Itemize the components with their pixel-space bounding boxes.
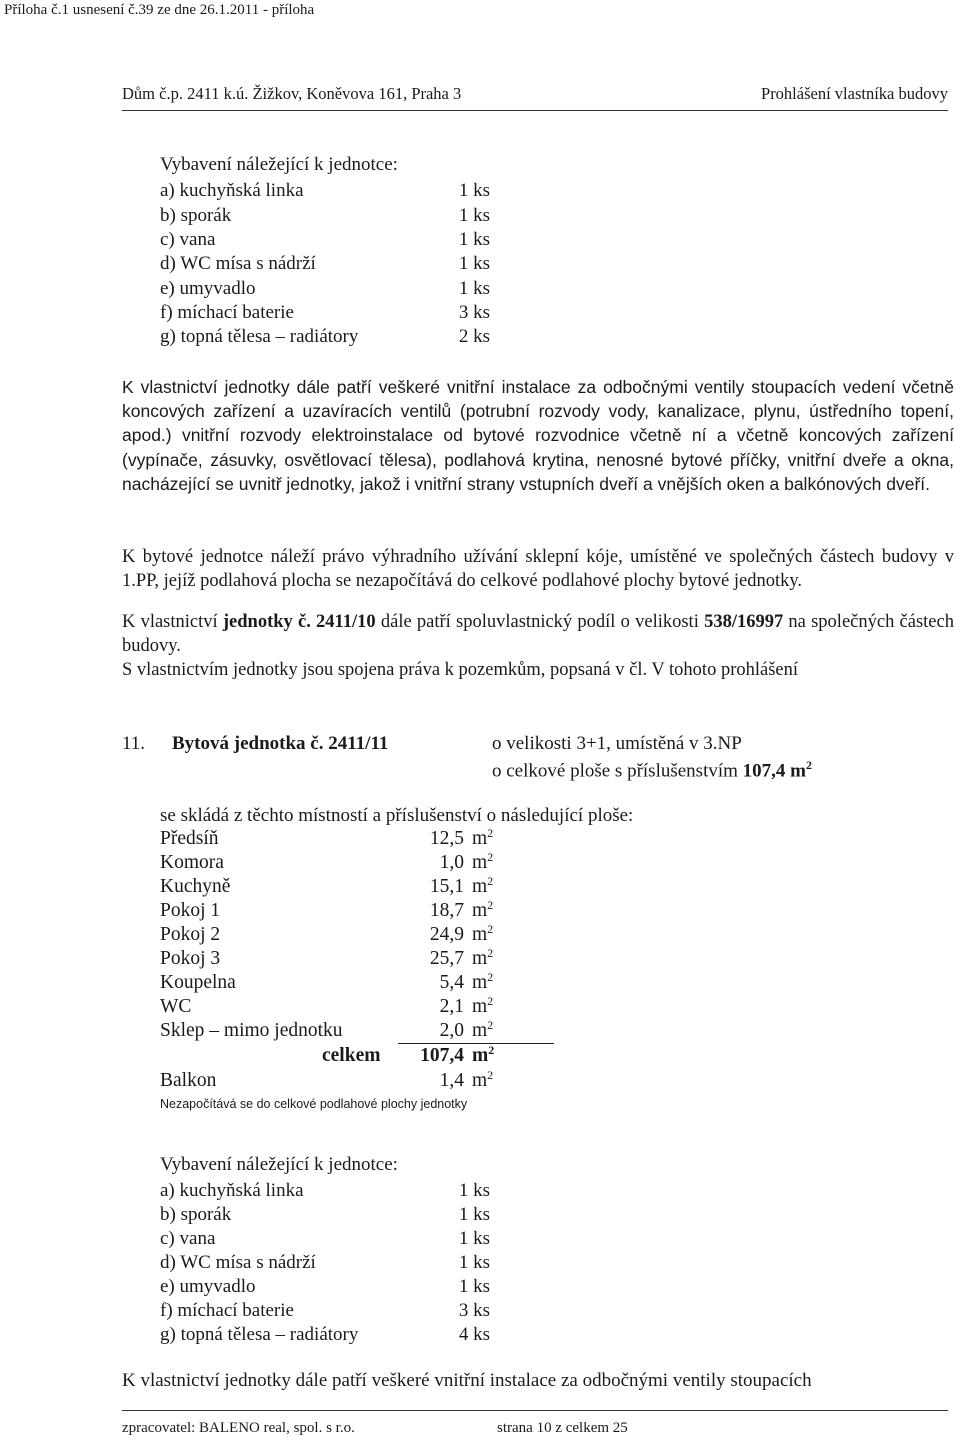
equipment-item-qty: 3 ks	[458, 302, 490, 323]
equipment-item-label: b) sporák	[160, 205, 232, 226]
room-area: 24,9	[429, 924, 464, 945]
balcony-area: 1,4	[439, 1070, 464, 1091]
area-unit: $m^2$	[472, 826, 494, 849]
equipment-item-label: g) topná tělesa – radiátory	[160, 326, 359, 347]
area-unit: $m^2$	[472, 946, 494, 969]
equipment-item-label: e) umyvadlo	[160, 278, 256, 299]
rooms-total-label: celkem	[322, 1045, 381, 1066]
room-name: Sklep – mimo jednotku	[160, 1020, 343, 1041]
equipment-item-qty: 1 ks	[458, 1276, 490, 1297]
rooms-total-area: 107,4	[420, 1045, 464, 1066]
header-doc-title: Prohlášení vlastníka budovy	[761, 84, 948, 103]
equipment-item-qty: 1 ks	[458, 1180, 490, 1201]
equipment-item-qty: 1 ks	[458, 229, 490, 250]
land-paragraph: S vlastnictvím jednotky jsou spojena práva k pozemkům, popsaná v čl. V tohoto prohlášení	[122, 660, 799, 680]
room-area: 12,5	[429, 828, 464, 849]
unit-total-area: o celkové ploše s příslušenstvím 107,4 $m^2$	[492, 758, 812, 782]
room-area: 1,0	[439, 852, 464, 873]
equipment-item-qty: 2 ks	[458, 326, 490, 347]
room-name: Předsíň	[160, 828, 219, 849]
area-unit: $m^2$	[472, 1068, 494, 1091]
room-area: 5,4	[439, 972, 464, 993]
equipment-item-qty: 1 ks	[458, 1228, 490, 1249]
room-name: Kuchyně	[160, 876, 231, 897]
room-area: 2,0	[439, 1020, 464, 1041]
room-name: Pokoj 2	[160, 924, 221, 945]
equipment-item-qty: 3 ks	[458, 1300, 490, 1321]
unit-title: Bytová jednotka č. 2411/11	[172, 733, 389, 754]
balcony-note: Nezapočítává se do celkové podlahové plochy jednotky	[160, 1097, 468, 1111]
equipment-item-label: d) WC mísa s nádrží	[160, 253, 316, 274]
share-paragraph: K vlastnictví jednotky č. 2411/10 dále patří spoluvlastnický podíl o velikosti 538/16997 na společných částech budovy.	[122, 612, 954, 657]
room-area: 2,1	[439, 996, 464, 1017]
installations-paragraph: K vlastnictví jednotky dále patří veškeré vnitřní instalace za odbočnými ventily stoupacích vedení včetně koncových zařízení a uzavíracích ventilů (potrubní rozvody vody, kanalizace, plynu, ústředního topení, apod.) vnitřní rozvody elektroinstalace od bytové rozvodnice včetně ní a včetně koncových zařízení (vypínače, zásuvky, osvětlovací tělesa), podlahová krytina, nenosné bytové příčky, vnitřní dveře a okna, nacházející se uvnitř jednotky, jakož i vnitřní strany vstupních dveří a vnějších oken a balkónových dveří.	[122, 377, 954, 494]
equipment-item-label: f) míchací baterie	[160, 302, 294, 323]
room-name: Komora	[160, 852, 224, 873]
equipment-item-qty: 1 ks	[458, 278, 490, 299]
balcony-name: Balkon	[160, 1070, 217, 1091]
area-unit: $m^2$	[472, 922, 494, 945]
equipment-item-qty: 1 ks	[458, 180, 490, 201]
room-area: 25,7	[429, 948, 464, 969]
area-unit: $m^2$	[472, 1018, 494, 1041]
equipment-item-qty: 1 ks	[458, 253, 490, 274]
area-unit: $m^2$	[472, 994, 494, 1017]
area-unit: $m^2$	[472, 1043, 495, 1066]
rooms-intro: se skládá z těchto místností a příslušenství o následující ploše:	[160, 805, 634, 826]
footer-divider	[122, 1410, 948, 1411]
equipment-item-qty: 4 ks	[458, 1324, 490, 1345]
equipment-item-qty: 1 ks	[458, 1204, 490, 1225]
header-address: Dům č.p. 2411 k.ú. Žižkov, Koněvova 161, Praha 3	[122, 84, 462, 103]
area-unit: $m^2$	[472, 850, 494, 873]
footer-page-number: strana 10 z celkem 25	[497, 1420, 628, 1436]
room-name: Koupelna	[160, 972, 236, 993]
area-unit: $m^2$	[472, 970, 494, 993]
room-name: WC	[160, 996, 192, 1017]
equipment-item-label: g) topná tělesa – radiátory	[160, 1324, 359, 1345]
room-area: 18,7	[429, 900, 464, 921]
equipment-item-qty: 1 ks	[458, 205, 490, 226]
unit-number: 11.	[122, 733, 146, 754]
equipment-title: Vybavení náležející k jednotce:	[160, 154, 398, 175]
attachment-note: Příloha č.1 usnesení č.39 ze dne 26.1.2011 - příloha	[4, 2, 315, 18]
room-area: 15,1	[429, 876, 464, 897]
equipment-item-label: c) vana	[160, 229, 216, 250]
total-underline	[398, 1043, 554, 1044]
header-divider	[122, 110, 948, 111]
equipment-item-label: f) míchací baterie	[160, 1300, 294, 1321]
area-unit: $m^2$	[472, 898, 494, 921]
footer-processor: zpracovatel: BALENO real, spol. s r.o.	[122, 1420, 355, 1436]
room-name: Pokoj 1	[160, 900, 221, 921]
unit-size: o velikosti 3+1, umístěná v 3.NP	[492, 733, 742, 754]
cellar-paragraph: K bytové jednotce náleží právo výhradního užívání sklepní kóje, umístěné ve společných částech budovy v 1.PP, jejíž podlahová plocha se nezapočítává do celkové podlahové plochy bytové jednotky.	[122, 547, 954, 592]
bottom-paragraph: K vlastnictví jednotky dále patří veškeré vnitřní instalace za odbočnými ventily stoupacích	[122, 1370, 812, 1391]
equipment-item-label: a) kuchyňská linka	[160, 180, 304, 201]
equipment-item-label: a) kuchyňská linka	[160, 1180, 304, 1201]
room-name: Pokoj 3	[160, 948, 221, 969]
equipment-item-label: b) sporák	[160, 1204, 232, 1225]
equipment-item-label: d) WC mísa s nádrží	[160, 1252, 316, 1273]
equipment-item-qty: 1 ks	[458, 1252, 490, 1273]
equipment-item-label: c) vana	[160, 1228, 216, 1249]
area-unit: $m^2$	[472, 874, 494, 897]
equipment-item-label: e) umyvadlo	[160, 1276, 256, 1297]
equipment-title: Vybavení náležející k jednotce:	[160, 1154, 398, 1175]
